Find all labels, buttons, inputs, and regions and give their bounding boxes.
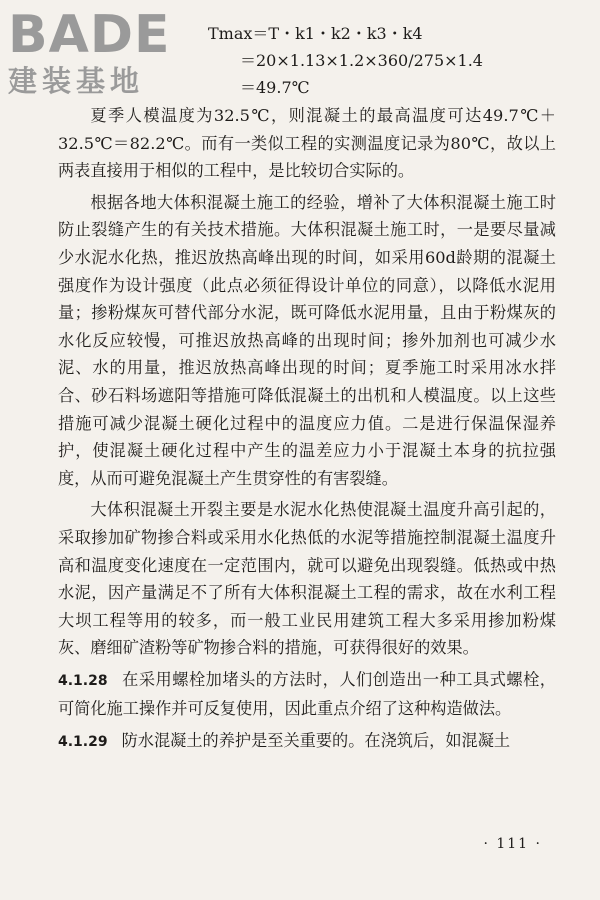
formula-block [208,20,483,101]
clause-4-1-28 [58,666,556,723]
formula-line-1: Tmax＝T・k1・k2・k3・k4 [208,24,423,43]
paragraph-3: 大体积混凝土开裂主要是水泥水化热使混凝土温度升高引起的，采取掺加矿物掺合料或采用水化热低的水泥等措施控制混凝土温度升高和温度变化速度在一定范围内，就可以避免出现裂缝。低热或中热水泥，因产量满足不了所有大体积混凝土工程的需求，故在水利工程大坝工程等用的较多，而一般工业民用建筑工程大多采用掺加粉煤灰、磨细矿渣粉等矿物掺合料的措施，可获得很好的效果。 [58,500,556,658]
formula-line-3: ＝49.7℃ [240,78,310,97]
formula-line-2: ＝20×1.13×1.2×360/275×1.4 [240,51,483,70]
paragraph-1: 夏季人模温度为32.5℃，则混凝土的最高温度可达49.7℃＋32.5℃＝82.2℃。而有一类似工程的实测温度记录为80℃，故以上两表直接用于相似的工程中，是比较切合实际的。 [58,106,556,181]
clause-text: 防水混凝土的养护是至关重要的。在浇筑后，如混凝土 [121,731,511,751]
clause-text: 在采用螺栓加堵头的方法时，人们创造出一种工具式螺栓，可简化施工操作并可反复使用，因此重点介绍了这种构造做法。 [58,669,556,719]
logo-cjk-text: 建装基地 [8,64,145,98]
clause-number: 4.1.28 [58,672,108,689]
paragraph-2: 根据各地大体积混凝土施工的经验，增补了大体积混凝土施工时防止裂缝产生的有关技术措施。大体积混凝土施工时，一是要尽量减少水泥水化热，推迟放热高峰出现的时间，如采用60d龄期的混凝土强度作为设计强度（此点必须征得设计单位的同意），以降低水泥用量；掺粉煤灰可替代部分水泥，既可降低水泥用量，且由于粉煤灰的水化反应较慢，可推迟放热高峰的出现时间；掺外加剂也可减少水泥、水的用量，推迟放热高峰出现的时间；夏季施工时采用冰水拌合、砂石料场遮阳等措施可降低混凝土的出机和人模温度。以上这些措施可减少混凝土硬化过程中的温度应力值。二是进行保温保湿养护，使混凝土硬化过程中产生的温差应力小于混凝土本身的抗拉强度，从而可避免混凝土产生贯穿性的有害裂缝。 [58,192,556,488]
page-number: · 111 · [483,836,542,852]
clause-4-1-29 [58,727,556,757]
logo-latin-text: BADE [8,5,171,65]
clause-number: 4.1.29 [58,734,108,751]
watermark-logo [8,5,176,104]
body-text [58,102,556,761]
